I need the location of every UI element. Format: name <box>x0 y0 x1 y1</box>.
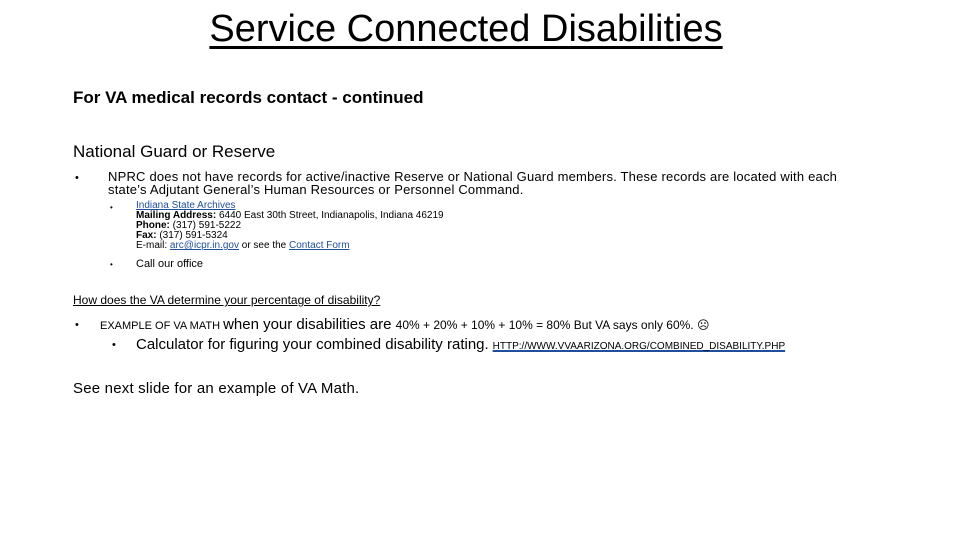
mailing-address: 6440 East 30th Street, Indianapolis, Indiana 46219 <box>216 210 444 221</box>
indiana-state-archives-link[interactable]: Indiana State Archives <box>136 200 236 211</box>
email-middle-text: or see the <box>238 240 290 251</box>
contact-form-link[interactable]: Contact Form <box>289 240 350 251</box>
mailing-label: Mailing Address: <box>136 210 217 221</box>
email-link[interactable]: arc@icpr.in.gov <box>169 240 239 251</box>
call-office-text: Call our office <box>136 258 204 270</box>
sad-face-icon: ☹ <box>696 318 710 332</box>
calculator-text: Calculator for figuring your combined disability rating. <box>136 336 489 353</box>
email-label: E-mail: <box>136 240 168 251</box>
slide-title: Service Connected Disabilities <box>209 8 723 50</box>
bullet: • <box>110 260 113 269</box>
fax-number: (317) 591-5324 <box>156 230 228 241</box>
example-math: 40% + 20% + 10% + 10% = 80% But VA says only 60%. <box>395 318 697 332</box>
example-prefix: EXAMPLE OF VA MATH <box>100 320 224 332</box>
bullet: • <box>75 172 79 184</box>
next-slide-note: See next slide for an example of VA Math. <box>73 380 360 397</box>
bullet: • <box>110 203 113 212</box>
example-line <box>100 316 709 333</box>
nprc-line-2: state’s Adjutant General’s Human Resources or Personnel Command. <box>108 182 524 197</box>
calculator-line <box>136 336 785 353</box>
archives-contact-block <box>136 201 444 251</box>
bullet: • <box>75 319 79 331</box>
calculator-url-link[interactable]: HTTP://WWW.VVAARIZONA.ORG/COMBINED_DISABILITY.PHP <box>492 341 786 352</box>
nprc-line-1: NPRC does not have records for active/inactive Reserve or National Guard members. These records are located with each <box>108 169 838 184</box>
example-when: when your disabilities are <box>223 316 396 333</box>
how-question: How does the VA determine your percentage of disability? <box>73 293 381 307</box>
subheading-national-guard: National Guard or Reserve <box>73 142 276 161</box>
phone-number: (317) 591-5222 <box>169 220 242 231</box>
fax-label: Fax: <box>136 230 157 241</box>
nprc-paragraph <box>108 170 837 196</box>
section-heading: For VA medical records contact - continued <box>73 88 424 107</box>
bullet: • <box>112 339 116 351</box>
phone-label: Phone: <box>136 220 170 231</box>
